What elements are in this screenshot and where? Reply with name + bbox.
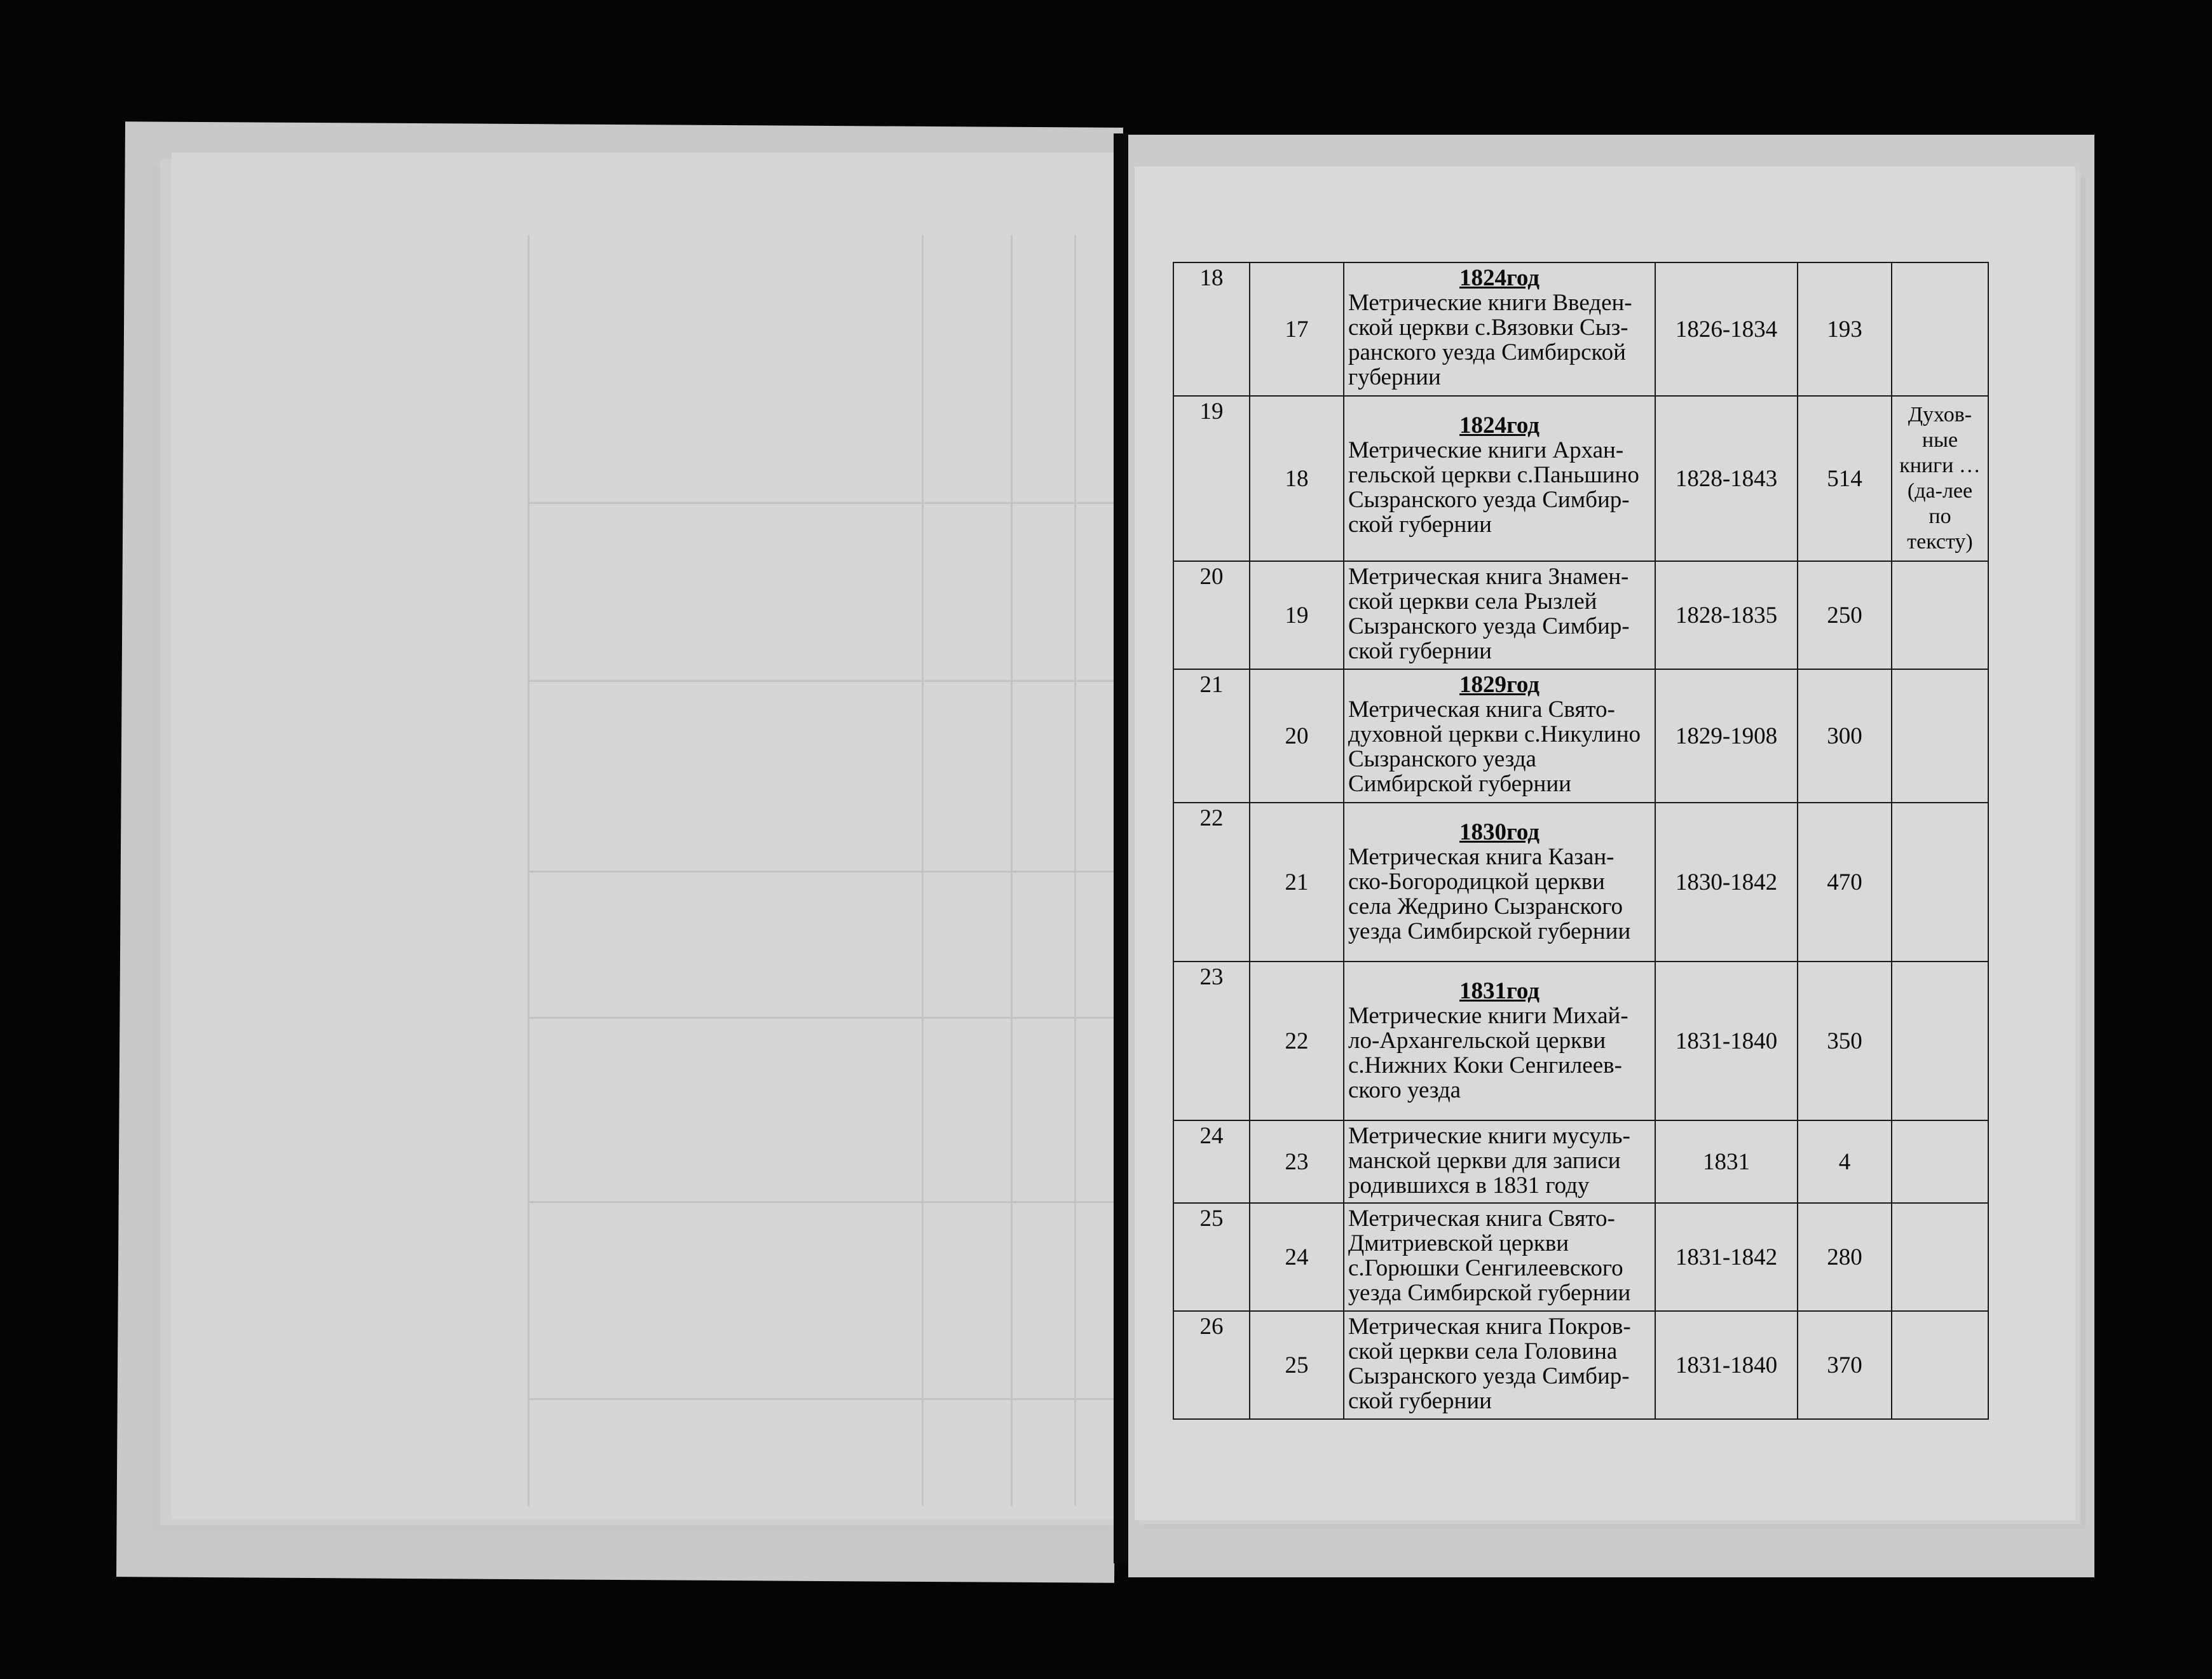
description-cell	[1344, 803, 1655, 962]
date-range: 1826-1834	[1655, 262, 1798, 396]
metric-books-table	[1173, 262, 1989, 1420]
date-range: 1829-1908	[1655, 669, 1798, 803]
left-page	[172, 153, 1131, 1519]
item-number: 18	[1250, 396, 1344, 561]
note	[1892, 1203, 1988, 1311]
description-cell	[1344, 669, 1655, 803]
year-heading: 1824год	[1459, 412, 1540, 438]
note	[1892, 962, 1988, 1120]
item-number: 23	[1250, 1120, 1344, 1203]
record-count: 250	[1798, 561, 1892, 669]
row-number: 22	[1173, 803, 1250, 962]
note	[1892, 669, 1988, 803]
table-row	[1173, 669, 1988, 803]
record-count: 280	[1798, 1203, 1892, 1311]
date-range: 1828-1843	[1655, 396, 1798, 561]
description-cell	[1344, 396, 1655, 561]
note	[1892, 1120, 1988, 1203]
note	[1892, 262, 1988, 396]
record-count: 4	[1798, 1120, 1892, 1203]
record-count: 470	[1798, 803, 1892, 962]
date-range: 1828-1835	[1655, 561, 1798, 669]
row-number: 23	[1173, 962, 1250, 1120]
description: Метрическая книга Казан-ско-Богородицкой церкви села Жедрино Сызранского уезда Симбирской губернии	[1348, 844, 1631, 944]
note	[1892, 803, 1988, 962]
description: Метрическая книга Знамен-ской церкви села Рызлей Сызранского уезда Симбир-ской губернии	[1348, 564, 1630, 664]
row-number: 26	[1173, 1311, 1250, 1419]
date-range: 1830-1842	[1655, 803, 1798, 962]
item-number: 21	[1250, 803, 1344, 962]
year-heading: 1824год	[1459, 265, 1540, 291]
table-row	[1173, 1311, 1988, 1419]
item-number: 20	[1250, 669, 1344, 803]
description: Метрические книги Архан-гельской церкви с.Паньшино Сызранского уезда Симбир-ской губернии	[1348, 437, 1639, 538]
row-number: 24	[1173, 1120, 1250, 1203]
row-number: 20	[1173, 561, 1250, 669]
year-heading: 1829год	[1459, 672, 1540, 698]
date-range: 1831-1842	[1655, 1203, 1798, 1311]
description: Метрические книги Введен-ской церкви с.Вязовки Сыз-ранского уезда Симбирской губернии	[1348, 290, 1632, 390]
table-row	[1173, 561, 1988, 669]
record-count: 514	[1798, 396, 1892, 561]
year-heading: 1831год	[1459, 978, 1540, 1004]
item-number: 19	[1250, 561, 1344, 669]
table-row	[1173, 803, 1988, 962]
record-count: 370	[1798, 1311, 1892, 1419]
description: Метрическая книга Покров-ской церкви села Головина Сызранского уезда Симбир-ской губернии	[1348, 1314, 1631, 1414]
note	[1892, 561, 1988, 669]
description: Метрическая книга Свято-духовной церкви с.Никулино Сызранского уезда Симбирской губернии	[1348, 697, 1641, 797]
description: Метрические книги Михай-ло-Архангельской церкви с.Нижних Коки Сенгилеев-ского уезда	[1348, 1003, 1628, 1103]
table-row	[1173, 262, 1988, 396]
record-count: 193	[1798, 262, 1892, 396]
note	[1892, 1311, 1988, 1419]
date-range: 1831	[1655, 1120, 1798, 1203]
table-row	[1173, 396, 1988, 561]
row-number: 25	[1173, 1203, 1250, 1311]
date-range: 1831-1840	[1655, 1311, 1798, 1419]
item-number: 17	[1250, 262, 1344, 396]
description-cell	[1344, 561, 1655, 669]
bleed-through-table	[528, 235, 1131, 1506]
record-count: 350	[1798, 962, 1892, 1120]
description-cell	[1344, 1203, 1655, 1311]
note: Духов-ные книги … (да-лее по тексту)	[1892, 396, 1988, 561]
item-number: 24	[1250, 1203, 1344, 1311]
row-number: 18	[1173, 262, 1250, 396]
year-heading: 1830год	[1459, 819, 1540, 845]
row-number: 21	[1173, 669, 1250, 803]
row-number: 19	[1173, 396, 1250, 561]
record-count: 300	[1798, 669, 1892, 803]
item-number: 25	[1250, 1311, 1344, 1419]
description: Метрические книги мусуль-манской церкви для записи родившихся в 1831 году	[1348, 1123, 1630, 1199]
table-row	[1173, 1120, 1988, 1203]
right-page	[1135, 167, 2075, 1520]
item-number: 22	[1250, 962, 1344, 1120]
table-row	[1173, 962, 1988, 1120]
description-cell	[1344, 962, 1655, 1120]
description: Метрическая книга Свято-Дмитриевской церкви с.Горюшки Сенгилеевского уезда Симбирской губернии	[1348, 1206, 1631, 1306]
description-cell	[1344, 1311, 1655, 1419]
date-range: 1831-1840	[1655, 962, 1798, 1120]
description-cell	[1344, 1120, 1655, 1203]
description-cell	[1344, 262, 1655, 396]
table-row	[1173, 1203, 1988, 1311]
